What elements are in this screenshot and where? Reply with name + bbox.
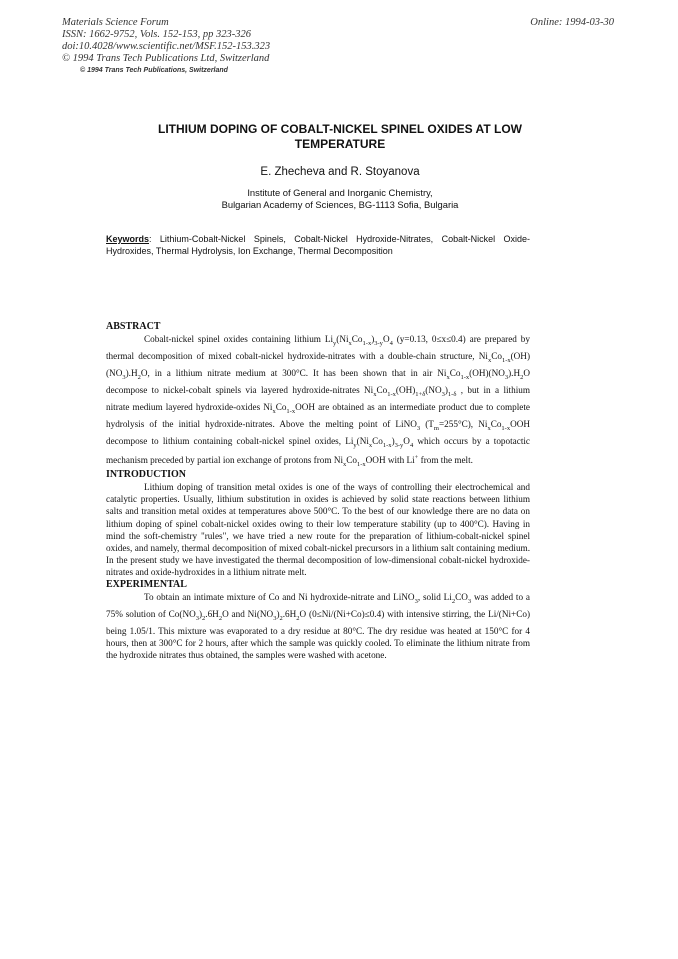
experimental-text: To obtain an intimate mixture of Co and Ni hydroxide-nitrate and LiNO$_3$, solid $Li_2CO_3$ was added to a 75% solution of $Co(NO_3)_2.6H_2O$ and $Ni(NO_3)_2.6H_2O$ (0≤Ni/(Ni+Co)≤0.4) with intensive stirring, the Li/(Ni+Co) being 1.05/1. This mixture was evaporated to a dry residue at 80°C. The dry residue was heated at 150°C for 4 hours, then at 300°C for 2 hours, after which the sample was quickly cooled. To eliminate the lithium nitrate from the hydroxide nitrates thus obtained, the samples were washed with acetone.	[106, 591, 531, 661]
title-line-2: TEMPERATURE	[294, 137, 386, 151]
title-line-1: LITHIUM DOPING OF COBALT-NICKEL SPINEL OXIDES AT LOW	[157, 122, 522, 136]
copyright-line: © 1994 Trans Tech Publications Ltd, Switzerland	[62, 53, 270, 64]
affiliation-line-1: Institute of General and Inorganic Chemistry,	[247, 187, 433, 198]
introduction-section	[106, 469, 530, 661]
online-date: Online: 1994-03-30	[530, 17, 614, 28]
keywords	[106, 234, 530, 257]
introduction-text: Lithium doping of transition metal oxides is one of the ways of controlling their electrochemical and catalytic properties. Usually, lithium substitution in oxides is achieved by solid state reactions between lithium salts and transition metal oxides at temperatures above 500°C. To the best of our knowledge there are no data on lithium doping of spinel cobalt-nickel oxides owing to their low temperature stability (up to 400°C). Having in mind the soft-chemistry "rules", we have tried a new route for the preparation of lithium-cobalt-nickel spinel oxides, and namely, thermal decomposition of mixed cobalt-nickel precursors in a lithium salt containing medium. In the present study we have investigated the thermal decomposition of low-dimensional cobalt-nickel hydroxide-nitrates and oxide-hydroxides in a lithium nitrate melt.	[106, 482, 530, 578]
authors: E. Zhecheva and R. Stoyanova	[260, 166, 420, 178]
abstract-text: Cobalt-nickel spinel oxides containing lithium $Li_y(Ni_xCo_{1-x})_{3-y}O_4$ (y=0.13, 0≤x≤0.4) are prepared by thermal decomposition of mixed cobalt-nickel hydroxide-nitrates with a double-chain structure, $Ni_xCo_{1-x}(OH)(NO_3).H_2O$, in a lithium nitrate medium at 300°C. It has been shown that in air $Ni_xCo_{1-x}(OH)(NO_3).H_2O$ decompose to nickel-cobalt spinels via layered hydroxide-nitrates $Ni_xCo_{1-x}(OH)_{1+\delta}(NO_3)_{1-\delta}$ , but in a lithium nitrate medium layered hydroxide-oxides $Ni_xCo_{1-x}OOH$ are obtained as an intermediate product due to complete hydrolysis of the initial hydroxide-nitrates. Above the melting point of LiNO$_3$ $(T_m=255^\circ C)$, $Ni_xCo_{1-x}OOH$ decompose to lithium containing cobalt-nickel spinel oxides, $Li_y(Ni_xCo_{1-x})_{3-y}O_4$ which occurs by a topotactic mechanism preceded by partial ion exchange of protons from $Ni_xCo_{1-x}OOH$ with Li+ from the melt.	[106, 334, 531, 469]
copyright-small: © 1994 Trans Tech Publications, Switzerland	[80, 67, 228, 74]
abstract-heading: ABSTRACT	[106, 321, 161, 332]
issn-line: ISSN: 1662-9752, Vols. 152-153, pp 323-326	[62, 29, 251, 40]
journal-name: Materials Science Forum	[62, 17, 169, 28]
introduction-heading: INTRODUCTION	[106, 469, 187, 480]
keywords-text: : Lithium-Cobalt-Nickel Spinels, Cobalt-Nickel Hydroxide-Nitrates, Cobalt-Nickel Oxide-Hydroxides, Thermal Hydrolysis, Ion Exchange, Thermal Decomposition	[106, 234, 530, 256]
affiliation-line-2: Bulgarian Academy of Sciences, BG-1113 Sofia, Bulgaria	[221, 199, 459, 210]
doi-line: doi:10.4028/www.scientific.net/MSF.152-153.323	[62, 41, 271, 52]
citation-header	[62, 17, 270, 77]
abstract-section	[106, 321, 530, 471]
experimental-heading: EXPERIMENTAL	[106, 578, 187, 590]
paper-title	[105, 122, 575, 152]
keywords-label: Keywords	[106, 234, 150, 244]
affiliation	[105, 187, 575, 211]
